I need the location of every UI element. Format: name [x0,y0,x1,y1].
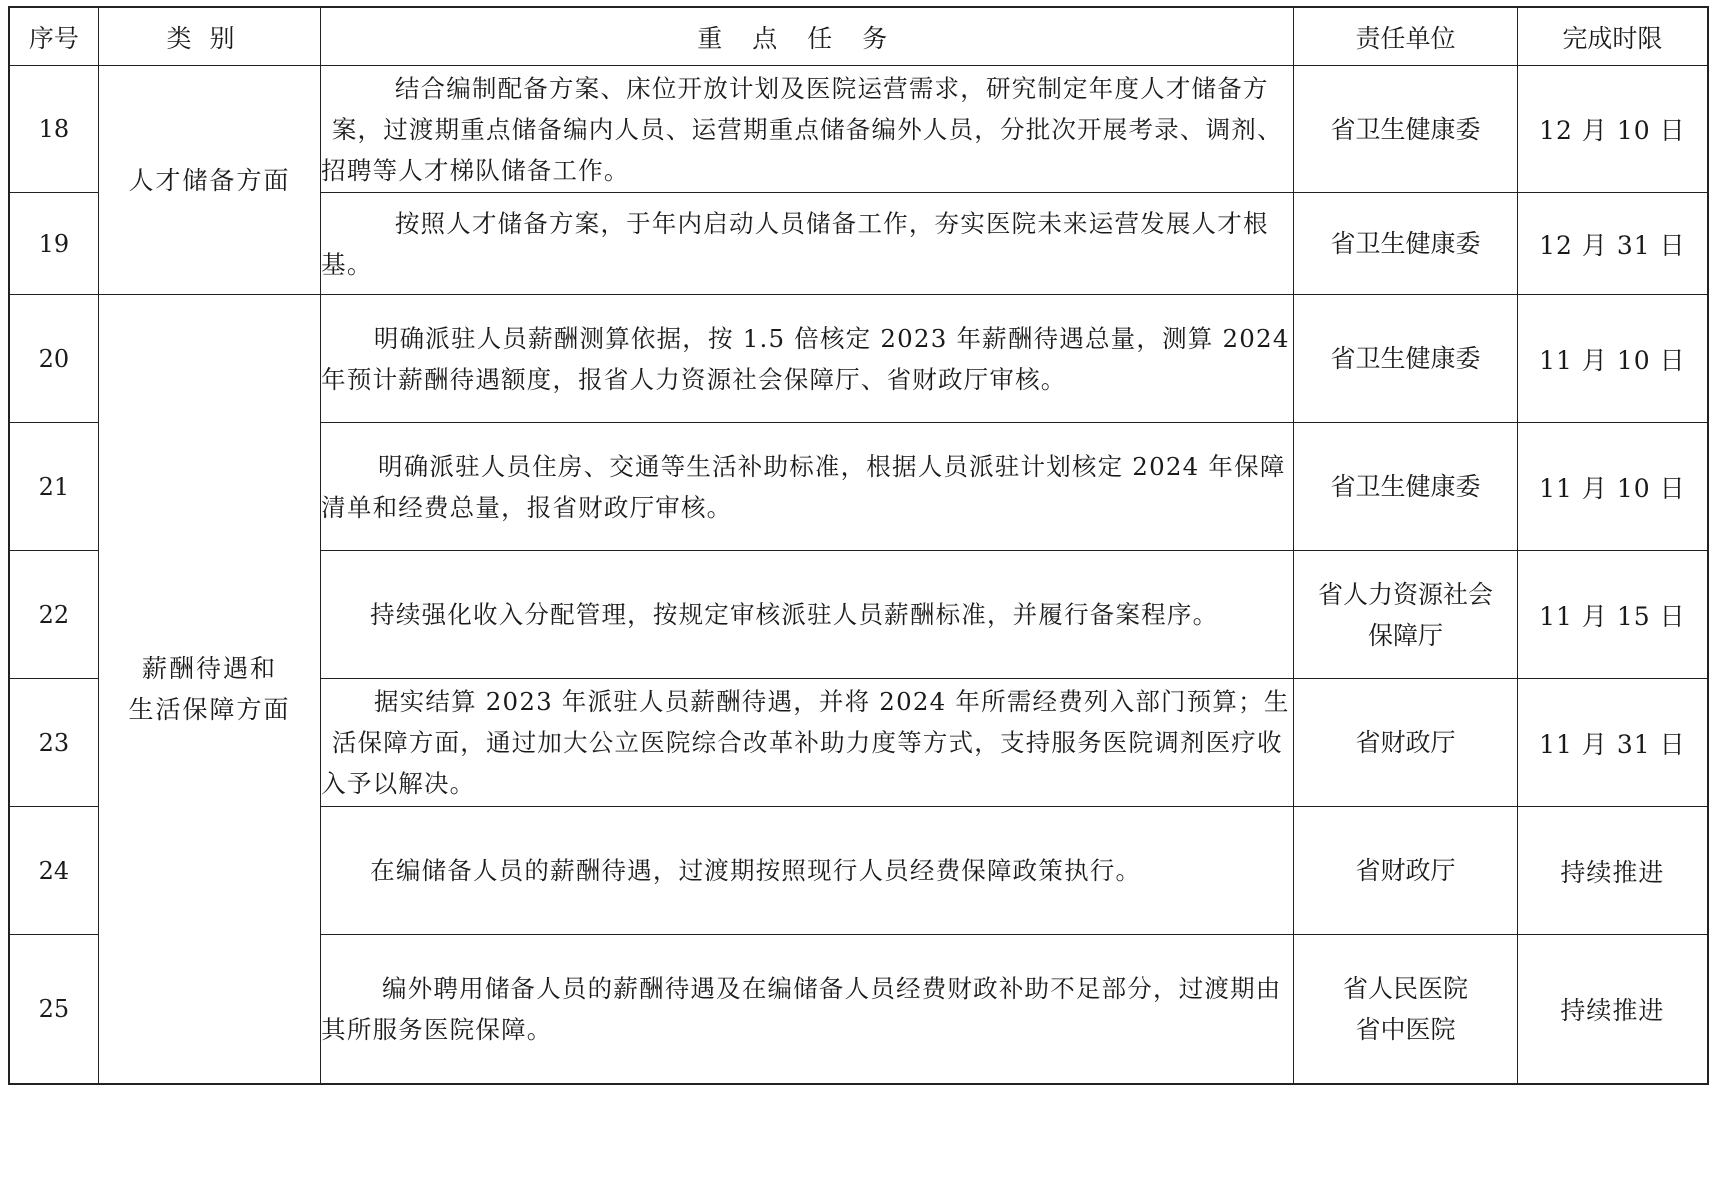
unit-text: 省卫生健康委 [1330,472,1481,501]
unit-cell [1294,193,1517,295]
task-text: 编外聘用储备人员的薪酬待遇及在编储备人员经费财政补助不足部分，过渡期由其所服务医院保障。 [321,973,1282,1044]
task-cell [321,551,1294,679]
task-cell [321,193,1294,295]
unit-cell [1294,423,1517,551]
task-text: 结合编制配备方案、床位开放计划及医院运营需求，研究制定年度人才储备方案，过渡期重点储备编内人员、运营期重点储备编外人员，分批次开展考录、调剂、招聘等人才梯队储备工作。 [321,73,1283,185]
unit-text: 省卫生健康委 [1330,344,1481,373]
unit-cell [1294,66,1517,193]
unit-text: 省人民医院 [1343,973,1469,1003]
table-row [9,66,1708,193]
task-cell [321,807,1294,935]
row-number: 25 [9,935,98,1084]
row-number: 23 [9,679,98,807]
unit-text: 省卫生健康委 [1330,114,1481,144]
unit-cell [1294,935,1517,1084]
task-text: 据实结算 2023 年派驻人员薪酬待遇，并将 2024 年所需经费列入部门预算；生活保障方面，通过加大公立医院综合改革补助力度等方式，支持服务医院调剂医疗收入予以解决。 [321,687,1290,798]
unit-text-2: 省中医院 [1355,1014,1456,1044]
deadline-cell: 12 月 10 日 [1517,66,1708,193]
table-row [9,295,1708,423]
unit-text: 省财政厅 [1355,856,1456,885]
unit-text-2: 保障厅 [1368,620,1444,650]
task-cell [321,423,1294,551]
deadline-cell: 持续推进 [1517,935,1708,1084]
unit-cell [1294,807,1517,935]
task-cell [321,935,1294,1084]
task-text: 在编储备人员的薪酬待遇，过渡期按照现行人员经费保障政策执行。 [370,856,1142,885]
row-number: 18 [9,66,98,193]
header-deadline: 完成时限 [1517,7,1708,66]
deadline-cell: 持续推进 [1517,807,1708,935]
row-number: 22 [9,551,98,679]
unit-cell [1294,679,1517,807]
task-text: 明确派驻人员薪酬测算依据，按 1.5 倍核定 2023 年薪酬待遇总量，测算 2024 年预计薪酬待遇额度，报省人力资源社会保障厅、省财政厅审核。 [321,323,1290,394]
unit-text: 省卫生健康委 [1330,229,1481,258]
task-cell [321,66,1294,193]
task-text: 按照人才储备方案，于年内启动人员储备工作，夯实医院未来运营发展人才根基。 [321,208,1269,279]
task-text: 持续强化收入分配管理，按规定审核派驻人员薪酬标准，并履行备案程序。 [370,600,1219,629]
deadline-cell: 11 月 10 日 [1517,423,1708,551]
row-number: 24 [9,807,98,935]
unit-text: 省人力资源社会 [1318,579,1494,609]
header-num: 序号 [9,7,98,66]
row-number: 21 [9,423,98,551]
deadline-cell: 12 月 31 日 [1517,193,1708,295]
row-number: 19 [9,193,98,295]
unit-text: 省财政厅 [1355,728,1456,757]
category-salary [98,295,320,1084]
row-number: 20 [9,295,98,423]
category-label: 薪酬待遇和 [142,653,278,683]
deadline-cell: 11 月 15 日 [1517,551,1708,679]
unit-cell [1294,551,1517,679]
deadline-cell: 11 月 10 日 [1517,295,1708,423]
task-cell [321,295,1294,423]
header-task: 重点任务 [321,7,1294,66]
unit-cell [1294,295,1517,423]
header-row [9,7,1708,66]
task-text: 明确派驻人员住房、交通等生活补助标准，根据人员派驻计划核定 2024 年保障清单和经费总量，报省财政厅审核。 [321,451,1286,522]
header-unit: 责任单位 [1294,7,1517,66]
task-cell [321,679,1294,807]
task-table [8,6,1709,1085]
category-label: 人才储备方面 [128,165,291,195]
category-label-2: 生活保障方面 [128,694,291,724]
deadline-cell: 11 月 31 日 [1517,679,1708,807]
category-talent [98,66,320,295]
header-category: 类别 [98,7,320,66]
